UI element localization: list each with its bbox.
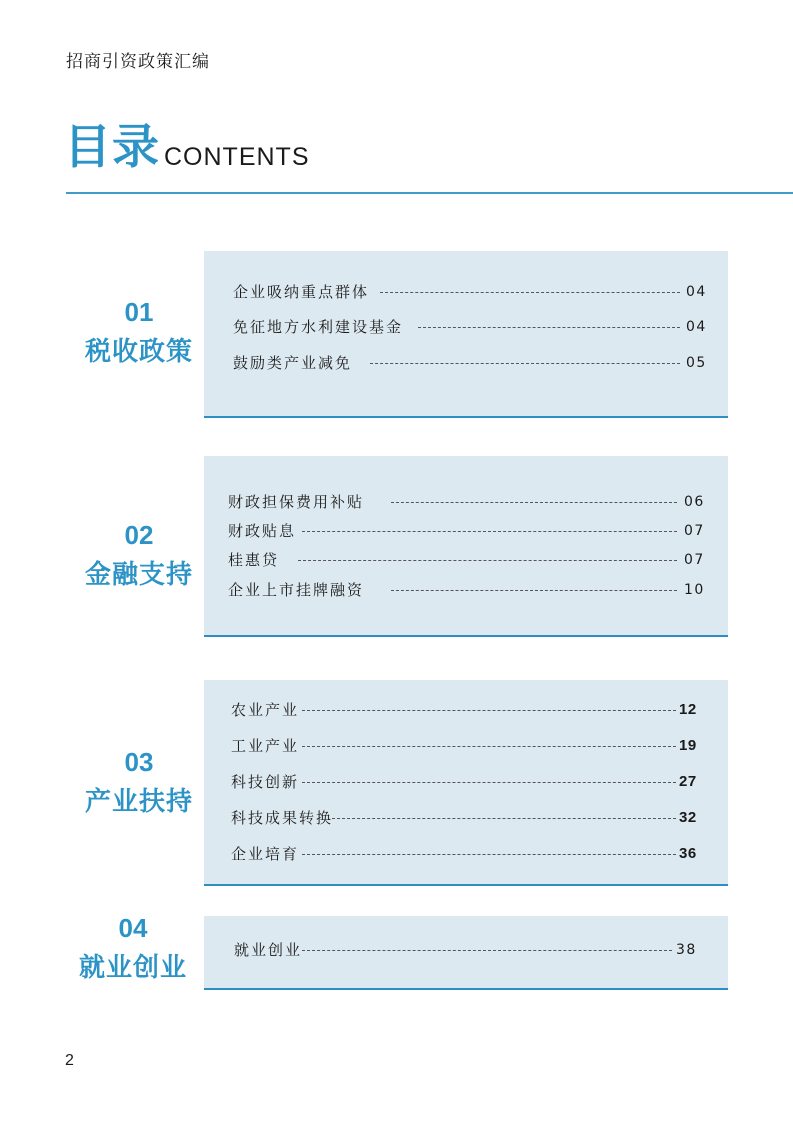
dot-leader: [391, 502, 677, 503]
dot-leader: [302, 746, 676, 747]
toc-panel-industry: [204, 680, 728, 886]
toc-entry[interactable]: [204, 490, 728, 514]
toc-entry-page: 10: [684, 582, 705, 598]
dot-leader: [418, 327, 680, 328]
section-label-employment: [74, 912, 192, 988]
toc-entry-page: 07: [684, 552, 705, 568]
dot-leader: [298, 560, 677, 561]
toc-entry[interactable]: [204, 938, 728, 962]
toc-entry-page: 06: [684, 494, 705, 510]
toc-entry[interactable]: [204, 578, 728, 602]
section-name: 产业扶持: [84, 787, 193, 817]
dot-leader: [302, 531, 677, 532]
section-label-tax: [80, 296, 198, 372]
dot-leader: [302, 782, 676, 783]
section-name: 就业创业: [78, 953, 187, 983]
toc-panel-tax: [204, 251, 728, 418]
toc-entry-page: 19: [679, 737, 697, 754]
toc-entry-page: 12: [679, 701, 697, 718]
toc-entry-label: 科技创新: [231, 773, 300, 791]
toc-heading-zh: 目录: [64, 120, 160, 175]
toc-entry-page: 36: [679, 845, 697, 862]
section-number: 03: [124, 747, 154, 777]
toc-entry-label: 企业上市挂牌融资: [228, 581, 365, 599]
section-name: 金融支持: [84, 560, 193, 590]
toc-entry-page: 27: [679, 773, 697, 790]
section-label-industry: [80, 746, 198, 822]
page-number: 2: [65, 1052, 74, 1069]
toc-entry[interactable]: [204, 806, 728, 830]
toc-entry[interactable]: [204, 315, 728, 339]
document-title: 招商引资政策汇编: [66, 52, 210, 72]
toc-entry[interactable]: [204, 842, 728, 866]
toc-entry-page: 07: [684, 523, 705, 539]
toc-entry-page: 04: [686, 284, 707, 300]
toc-entry-label: 农业产业: [231, 701, 300, 719]
toc-entry-label: 企业吸纳重点群体: [233, 283, 370, 301]
toc-entry-label: 桂惠贷: [228, 551, 280, 569]
toc-entry-page: 38: [676, 942, 697, 958]
dot-leader: [332, 818, 676, 819]
toc-entry[interactable]: [204, 734, 728, 758]
toc-panel-employment: [204, 916, 728, 990]
toc-entry-page: 05: [686, 355, 707, 371]
toc-entry[interactable]: [204, 351, 728, 375]
toc-heading-en: CONTENTS: [164, 143, 310, 171]
section-number: 01: [124, 297, 154, 327]
toc-entry-label: 工业产业: [231, 737, 300, 755]
section-number: 02: [124, 520, 154, 550]
dot-leader: [380, 292, 680, 293]
toc-entry-label: 鼓励类产业减免: [233, 354, 353, 372]
toc-entry-label: 免征地方水利建设基金: [233, 318, 404, 336]
toc-entry-label: 企业培育: [231, 845, 300, 863]
dot-leader: [302, 710, 676, 711]
dot-leader: [370, 363, 680, 364]
section-number: 04: [118, 913, 148, 943]
dot-leader: [302, 854, 676, 855]
toc-entry-page: 04: [686, 319, 707, 335]
toc-entry[interactable]: [204, 770, 728, 794]
toc-entry[interactable]: [204, 548, 728, 572]
toc-entry-label: 科技成果转换: [231, 809, 334, 827]
toc-entry[interactable]: [204, 519, 728, 543]
heading-divider: [66, 192, 793, 194]
toc-entry-label: 财政担保费用补贴: [228, 493, 365, 511]
toc-entry[interactable]: [204, 280, 728, 304]
toc-entry-label: 财政贴息: [228, 522, 297, 540]
section-name: 税收政策: [84, 337, 193, 367]
toc-entry[interactable]: [204, 698, 728, 722]
toc-entry-page: 32: [679, 809, 697, 826]
toc-panel-finance: [204, 456, 728, 637]
dot-leader: [302, 950, 672, 951]
dot-leader: [391, 590, 677, 591]
section-label-finance: [80, 519, 198, 595]
toc-entry-label: 就业创业: [234, 941, 303, 959]
